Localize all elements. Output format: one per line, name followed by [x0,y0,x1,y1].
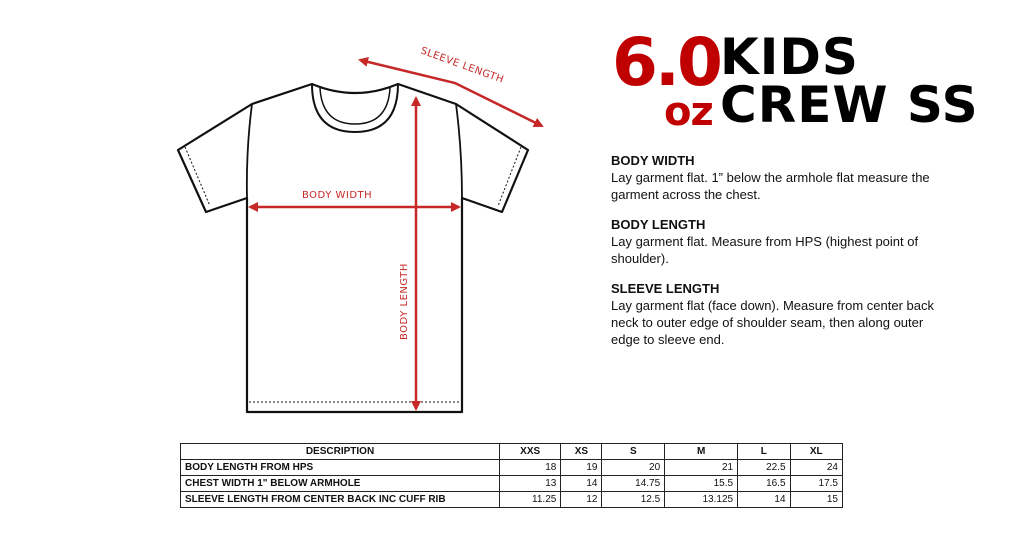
instruction-body-length [611,216,951,267]
row-description: BODY LENGTH FROM HPS [181,460,500,476]
instruction-heading: BODY LENGTH [611,217,706,232]
table-row [181,460,843,476]
table-cell: 14 [738,492,790,508]
instruction-heading: BODY WIDTH [611,153,695,168]
table-cell: 16.5 [738,476,790,492]
table-row [181,492,843,508]
column-header: XS [561,444,602,460]
table-cell: 20 [602,460,665,476]
table-cell: 12 [561,492,602,508]
fabric-weight-number: 6.0 [612,24,720,101]
instruction-text: Lay garment flat. 1” below the armhole flat measure the garment across the chest. [611,170,930,202]
column-header: XXS [500,444,561,460]
instruction-text: Lay garment flat (face down). Measure from center back neck to outer edge of shoulder seam, then along outer edge to sleeve end. [611,298,934,347]
table-cell: 18 [500,460,561,476]
table-cell: 22.5 [738,460,790,476]
instruction-text: Lay garment flat. Measure from HPS (highest point of shoulder). [611,234,919,266]
table-row [181,476,843,492]
table-cell: 12.5 [602,492,665,508]
sleeve-length-label: SLEEVE LENGTH [418,45,506,86]
table-cell: 13.125 [665,492,738,508]
column-header: S [602,444,665,460]
table-cell: 24 [790,460,842,476]
product-title-line1: KIDS [720,28,859,86]
table-cell: 19 [561,460,602,476]
table-cell: 13 [500,476,561,492]
table-cell: 14.75 [602,476,665,492]
size-chart-table [180,443,843,508]
table-cell: 14 [561,476,602,492]
product-heading [612,24,1012,140]
body-length-label: BODY LENGTH [399,263,410,340]
tshirt-outline [178,84,528,412]
table-cell: 17.5 [790,476,842,492]
tshirt-diagram [0,0,600,435]
column-header: DESCRIPTION [181,444,500,460]
table-cell: 21 [665,460,738,476]
table-cell: 15.5 [665,476,738,492]
instruction-body-width [611,152,951,203]
table-header-row [181,444,843,460]
body-width-label: BODY WIDTH [302,190,373,201]
table-cell: 11.25 [500,492,561,508]
row-description: CHEST WIDTH 1" BELOW ARMHOLE [181,476,500,492]
product-title-line2: CREW SS [720,76,979,134]
column-header: M [665,444,738,460]
measuring-instructions [611,152,951,361]
fabric-weight-unit: oz [664,89,713,135]
row-description: SLEEVE LENGTH FROM CENTER BACK INC CUFF RIB [181,492,500,508]
instruction-sleeve-length [611,280,951,348]
instruction-heading: SLEEVE LENGTH [611,281,720,296]
table-cell: 15 [790,492,842,508]
column-header: XL [790,444,842,460]
column-header: L [738,444,790,460]
